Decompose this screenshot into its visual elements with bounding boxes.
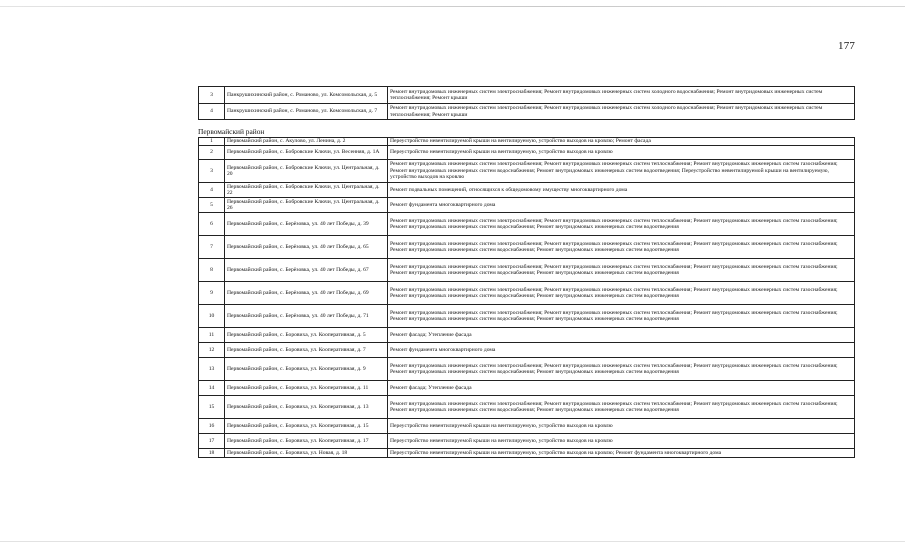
row-number: 9 — [199, 282, 225, 305]
row-address: Первомайский район, с. Акулово, ул. Ленина, д. 2 — [225, 138, 388, 146]
table-row — [199, 396, 855, 419]
table-row — [199, 328, 855, 343]
row-number: 11 — [199, 328, 225, 343]
table-row — [199, 104, 855, 120]
row-address: Первомайский район, с. Берёзовка, ул. 40 лет Победы, д. 39 — [225, 213, 388, 236]
table-row — [199, 236, 855, 259]
row-works: Ремонт внутридомовых инженерных систем электроснабжения; Ремонт внутридомовых инженерных систем теплоснабжения; Ремонт внутридомовых инженерных систем газоснабжения; Ремонт внутридомовых инженерных систем водоснабжения; Ремонт внутридомовых инженерных систем водоотведения — [388, 396, 855, 419]
continuation-table — [198, 86, 855, 120]
row-number: 4 — [199, 183, 225, 198]
table-row — [199, 146, 855, 160]
table-row — [199, 87, 855, 104]
table-row — [199, 449, 855, 458]
row-works: Ремонт внутридомовых инженерных систем электроснабжения; Ремонт внутридомовых инженерных систем теплоснабжения; Ремонт внутридомовых инженерных систем газоснабжения; Ремонт внутридомовых инженерных систем водоснабжения; Ремонт внутридомовых инженерных систем водоотведения — [388, 358, 855, 381]
row-address: Первомайский район, с. Бобровские Ключи, ул. Центральная, д. 22 — [225, 183, 388, 198]
row-works: Ремонт фундамента многоквартирного дома — [388, 343, 855, 358]
row-works: Переустройство невентилируемой крыши на вентилируемую, устройство выходов на кровлю — [388, 146, 855, 160]
table-row — [199, 213, 855, 236]
row-address: Первомайский район, с. Боровиха, ул. Кооперативная, д. 11 — [225, 381, 388, 396]
row-address: Панкрушихинский район, с. Романово, ул. Комсомольская, д. 5 — [225, 87, 388, 104]
row-address: Первомайский район, с. Боровиха, ул. Кооперативная, д. 15 — [225, 419, 388, 434]
row-address: Первомайский район, с. Бобровские Ключи, ул. Центральная, д. 20 — [225, 160, 388, 183]
row-address: Панкрушихинский район, с. Романово, ул. Комсомольская, д. 7 — [225, 104, 388, 120]
row-works: Переустройство невентилируемой крыши на вентилируемую, устройство выходов на кровлю; Ремонт фасада — [388, 138, 855, 146]
row-number: 3 — [199, 160, 225, 183]
row-works: Ремонт внутридомовых инженерных систем электроснабжения; Ремонт внутридомовых инженерных систем холодного водоснабжения; Ремонт внутридомовых инженерных систем теплоснабжения; Ремонт крыши — [388, 104, 855, 120]
row-number: 16 — [199, 419, 225, 434]
row-number: 12 — [199, 343, 225, 358]
row-number: 13 — [199, 358, 225, 381]
row-address: Первомайский район, с. Боровиха, ул. Кооперативная, д. 17 — [225, 434, 388, 449]
row-number: 3 — [199, 87, 225, 104]
row-number: 6 — [199, 213, 225, 236]
table-row — [199, 259, 855, 282]
bottom-border-line — [0, 541, 905, 542]
top-border-line — [0, 6, 905, 7]
table-row — [199, 138, 855, 146]
table-row — [199, 343, 855, 358]
row-works: Ремонт внутридомовых инженерных систем электроснабжения; Ремонт внутридомовых инженерных систем теплоснабжения; Ремонт внутридомовых инженерных систем газоснабжения; Ремонт внутридомовых инженерных систем водоснабжения; Ремонт внутридомовых инженерных систем водоотведения — [388, 282, 855, 305]
district-table-body — [199, 138, 855, 458]
row-number: 1 — [199, 138, 225, 146]
table-row — [199, 358, 855, 381]
row-works: Переустройство невентилируемой крыши на вентилируемую, устройство выходов на кровлю; Ремонт фундамента многоквартирного дома — [388, 449, 855, 458]
table-row — [199, 183, 855, 198]
row-address: Первомайский район, с. Боровиха, ул. Кооперативная, д. 5 — [225, 328, 388, 343]
row-number: 17 — [199, 434, 225, 449]
row-address: Первомайский район, с. Берёзовка, ул. 40 лет Победы, д. 67 — [225, 259, 388, 282]
row-number: 8 — [199, 259, 225, 282]
row-address: Первомайский район, с. Берёзовка, ул. 40 лет Победы, д. 71 — [225, 305, 388, 328]
row-works: Ремонт фасада; Утепление фасада — [388, 381, 855, 396]
row-address: Первомайский район, с. Боровиха, ул. Кооперативная, д. 9 — [225, 358, 388, 381]
row-works: Переустройство невентилируемой крыши на вентилируемую, устройство выходов на кровлю — [388, 434, 855, 449]
table-row — [199, 198, 855, 213]
table-row — [199, 434, 855, 449]
row-address: Первомайский район, с. Боровиха, ул. Кооперативная, д. 13 — [225, 396, 388, 419]
row-number: 4 — [199, 104, 225, 120]
row-address: Первомайский район, с. Бобровские Ключи, ул. Центральная, д. 26 — [225, 198, 388, 213]
row-address: Первомайский район, с. Боровиха, ул. Кооперативная, д. 7 — [225, 343, 388, 358]
row-number: 7 — [199, 236, 225, 259]
row-works: Ремонт фасада; Утепление фасада — [388, 328, 855, 343]
row-number: 15 — [199, 396, 225, 419]
row-works: Ремонт подвальных помещений, относящихся к общедомовому имуществу многоквартирного дома — [388, 183, 855, 198]
table-row — [199, 305, 855, 328]
table-row — [199, 381, 855, 396]
row-works: Ремонт внутридомовых инженерных систем электроснабжения; Ремонт внутридомовых инженерных систем теплоснабжения; Ремонт внутридомовых инженерных систем газоснабжения; Ремонт внутридомовых инженерных систем водоснабжения; Ремонт внутридомовых инженерных систем водоотведения — [388, 236, 855, 259]
row-address: Первомайский район, с. Бобровские Ключи, ул. Весенняя, д. 1А — [225, 146, 388, 160]
page-number: 177 — [838, 40, 856, 52]
section-title: Первомайский район — [198, 127, 265, 136]
row-works: Ремонт внутридомовых инженерных систем электроснабжения; Ремонт внутридомовых инженерных систем холодного водоснабжения; Ремонт внутридомовых инженерных систем теплоснабжения; Ремонт крыши — [388, 87, 855, 104]
table-row — [199, 419, 855, 434]
table-row — [199, 282, 855, 305]
row-address: Первомайский район, с. Берёзовка, ул. 40 лет Победы, д. 65 — [225, 236, 388, 259]
row-works: Ремонт внутридомовых инженерных систем электроснабжения; Ремонт внутридомовых инженерных систем теплоснабжения; Ремонт внутридомовых инженерных систем газоснабжения; Ремонт внутридомовых инженерных систем водоснабжения; Ремонт внутридомовых инженерных систем водоотведения; Переустройство невентилируемой крыши на вентилируемую, устройство выходов на кровлю — [388, 160, 855, 183]
row-number: 18 — [199, 449, 225, 458]
row-number: 2 — [199, 146, 225, 160]
continuation-table-body — [199, 87, 855, 120]
row-works: Ремонт внутридомовых инженерных систем электроснабжения; Ремонт внутридомовых инженерных систем теплоснабжения; Ремонт внутридомовых инженерных систем газоснабжения; Ремонт внутридомовых инженерных систем водоснабжения; Ремонт внутридомовых инженерных систем водоотведения — [388, 305, 855, 328]
row-works: Ремонт внутридомовых инженерных систем электроснабжения; Ремонт внутридомовых инженерных систем теплоснабжения; Ремонт внутридомовых инженерных систем газоснабжения; Ремонт внутридомовых инженерных систем водоснабжения; Ремонт внутридомовых инженерных систем водоотведения — [388, 259, 855, 282]
row-works: Ремонт фундамента многоквартирного дома — [388, 198, 855, 213]
row-number: 5 — [199, 198, 225, 213]
row-number: 14 — [199, 381, 225, 396]
row-works: Переустройство невентилируемой крыши на вентилируемую, устройство выходов на кровлю — [388, 419, 855, 434]
row-address: Первомайский район, с. Боровиха, ул. Новая, д. 18 — [225, 449, 388, 458]
table-row — [199, 160, 855, 183]
row-address: Первомайский район, с. Берёзовка, ул. 40 лет Победы, д. 69 — [225, 282, 388, 305]
district-table — [198, 137, 855, 458]
row-works: Ремонт внутридомовых инженерных систем электроснабжения; Ремонт внутридомовых инженерных систем теплоснабжения; Ремонт внутридомовых инженерных систем газоснабжения; Ремонт внутридомовых инженерных систем водоснабжения; Ремонт внутридомовых инженерных систем водоотведения — [388, 213, 855, 236]
row-number: 10 — [199, 305, 225, 328]
